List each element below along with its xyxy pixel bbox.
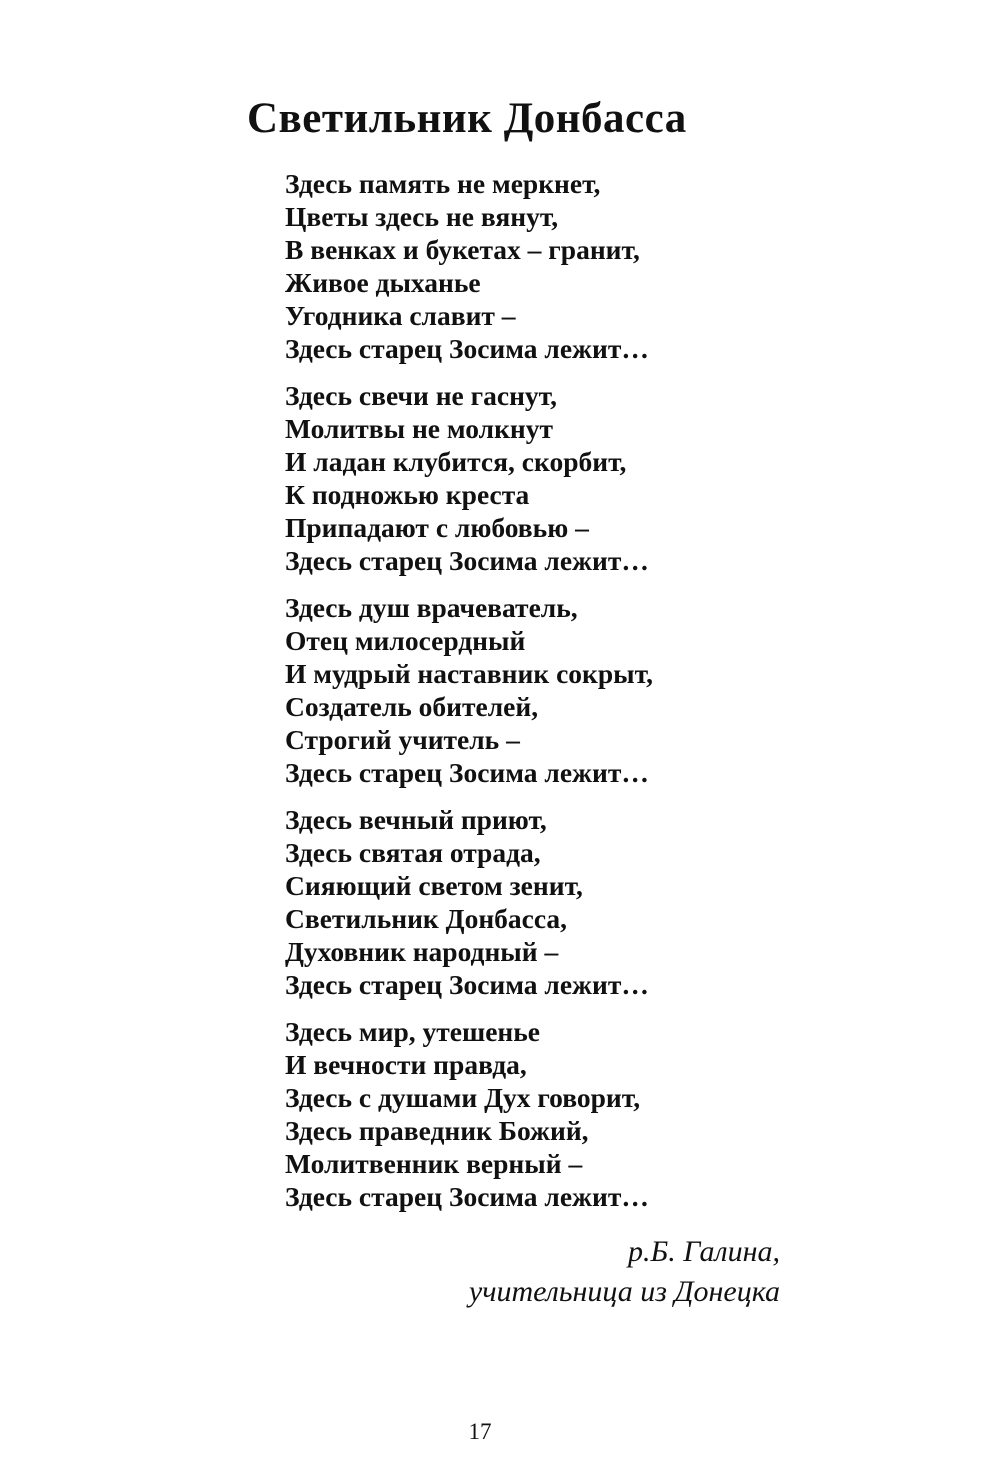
poem-line: Здесь свечи не гаснут, <box>285 380 557 411</box>
stanza-1 <box>285 167 925 365</box>
author-signature <box>469 1232 780 1312</box>
poem-line: Припадают с любовью – <box>285 512 589 543</box>
poem-line: Здесь с душами Дух говорит, <box>285 1082 641 1113</box>
stanza-5 <box>285 1015 925 1213</box>
poem-line: Создатель обителей, <box>285 691 539 722</box>
poem-line: И вечности правда, <box>285 1049 527 1080</box>
poem-body <box>285 167 925 1227</box>
poem-line: Здесь святая отрада, <box>285 837 541 868</box>
poem-line: Здесь праведник Божий, <box>285 1115 589 1146</box>
page-number: 17 <box>468 1419 492 1444</box>
poem-line: Живое дыханье <box>285 267 481 298</box>
poem-line: Здесь старец Зосима лежит… <box>285 757 649 788</box>
poem-line: Молитвы не молкнут <box>285 413 554 444</box>
poem-line: Здесь старец Зосима лежит… <box>285 969 649 1000</box>
poem-line: Здесь старец Зосима лежит… <box>285 1181 649 1212</box>
author-role: учительница из Донецка <box>468 1275 780 1308</box>
poem-line: И ладан клубится, скорбит, <box>285 446 627 477</box>
stanza-2 <box>285 379 925 577</box>
poem-line: К подножью креста <box>285 479 530 510</box>
poem-line: Сияющий светом зенит, <box>285 870 583 901</box>
poem-line: Духовник народный – <box>285 936 559 967</box>
poem-line: В венках и букетах – гранит, <box>285 234 640 265</box>
stanza-3 <box>285 591 925 789</box>
poem-line: Здесь память не меркнет, <box>285 168 601 199</box>
poem-line: Отец милосердный <box>285 625 526 656</box>
poem-line: Строгий учитель – <box>285 724 520 755</box>
stanza-4 <box>285 803 925 1001</box>
poem-line: Здесь старец Зосима лежит… <box>285 333 649 364</box>
poem-line: Цветы здесь не вянут, <box>285 201 559 232</box>
poem-line: Угодника славит – <box>285 300 516 331</box>
poem-title: Светильник Донбасса <box>247 95 687 142</box>
poem-line: Светильник Донбасса, <box>285 903 568 934</box>
poem-line: И мудрый наставник сокрыт, <box>285 658 653 689</box>
poem-line: Молитвенник верный – <box>285 1148 583 1179</box>
poem-line: Здесь вечный приют, <box>285 804 547 835</box>
author-name: р.Б. Галина, <box>628 1235 780 1268</box>
poem-line: Здесь душ врачеватель, <box>285 592 578 623</box>
poem-line: Здесь мир, утешенье <box>285 1016 541 1047</box>
poem-line: Здесь старец Зосима лежит… <box>285 545 649 576</box>
